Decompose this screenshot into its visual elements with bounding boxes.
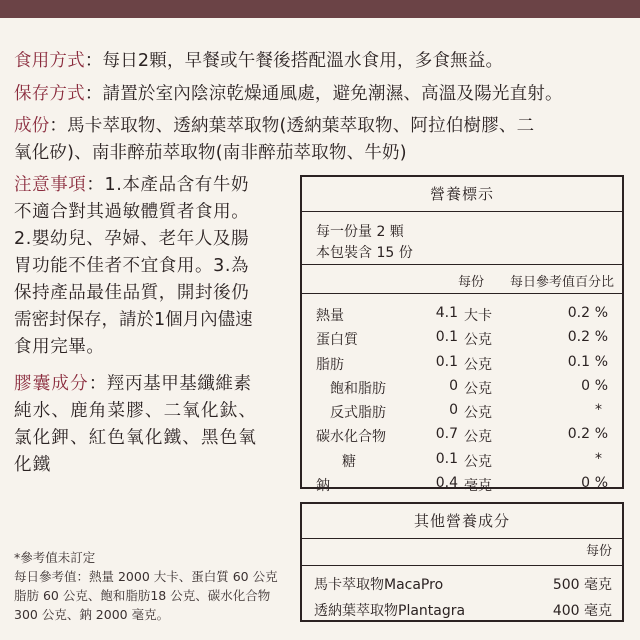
footnote-line: 脂肪 60 公克、飽和脂肪18 公克、碳水化合物 <box>14 588 271 603</box>
table-row <box>302 448 622 472</box>
table-row <box>302 375 622 399</box>
capsule-line: 純水、鹿角菜膠、二氧化鈦、 <box>14 401 258 421</box>
nutrition-rows <box>302 294 622 496</box>
other-nutrients-title: 其他營養成分 <box>302 504 622 539</box>
nutrient-unit: 公克 <box>464 429 492 446</box>
ingredients-text-2: 氧化矽)、南非醉茄萃取物(南非醉茄萃取物、牛奶) <box>14 143 407 163</box>
nutrition-table <box>300 175 624 495</box>
nutrient-pct: % <box>594 377 608 394</box>
capsule-line: ：羥丙基甲基纖維素 <box>88 374 252 394</box>
capsule-block <box>14 371 298 479</box>
nutrient-pct: % <box>594 305 608 321</box>
servings-per-package: 本包裝含 15 份 <box>316 245 413 261</box>
nutrient-dv: 0 <box>581 377 590 394</box>
nutrient-value: 4.1 <box>435 305 458 321</box>
table-row <box>302 596 622 622</box>
table-row <box>302 326 622 350</box>
table-row <box>302 399 622 423</box>
nutrient-value: 0.1 <box>435 329 458 346</box>
storage-label: 保存方式 <box>14 84 85 104</box>
notes-line: 不適合對其過敏體質者食用。 <box>14 202 250 222</box>
nutrient-value: 0.1 <box>435 450 458 467</box>
other-nutrients-table <box>300 502 624 622</box>
nutrient-pct: * <box>595 450 602 467</box>
notes-label: 注意事項 <box>14 175 87 195</box>
notes-block <box>14 172 298 361</box>
storage-text: ：請置於室內陰涼乾燥通風處，避免潮濕、高溫及陽光直射。 <box>84 84 563 104</box>
other-nutrient-name: 馬卡萃取物MacaPro <box>314 577 444 593</box>
nutrient-unit: 公克 <box>464 356 492 373</box>
nutrient-unit: 毫克 <box>464 478 492 495</box>
table-row <box>302 570 622 596</box>
ingredients-line-1 <box>14 113 534 140</box>
serving-size: 每一份量 2 顆 <box>316 224 404 240</box>
col-daily-value: 每日參考值百分比 <box>509 275 614 290</box>
nutrient-unit: 公克 <box>464 332 492 349</box>
footnote-line: 每日參考值：熱量 2000 大卡、蛋白質 60 公克 <box>14 569 278 584</box>
ingredients-line-2 <box>14 140 407 167</box>
table-row <box>302 351 622 375</box>
nutrient-dv: 0.1 <box>567 353 590 370</box>
nutrient-pct: % <box>594 426 608 443</box>
storage-line <box>14 81 563 108</box>
table-row <box>302 423 622 447</box>
nutrient-name: 脂肪 <box>316 356 344 373</box>
notes-line: 保持產品最佳品質，開封後仍 <box>14 283 250 303</box>
footnote-line: *參考值未訂定 <box>14 550 96 565</box>
nutrient-name: 飽和脂肪 <box>330 380 386 397</box>
nutrient-unit: 公克 <box>464 380 492 397</box>
nutrient-pct: * <box>595 402 602 419</box>
usage-label: 食用方式 <box>14 51 85 71</box>
ingredients-label: 成份 <box>14 116 50 136</box>
nutrient-unit: 公克 <box>464 453 492 470</box>
nutrient-unit: 大卡 <box>464 308 492 324</box>
capsule-line: 氯化鉀、紅色氧化鐵、黑色氧 <box>14 428 258 448</box>
nutrient-dv: 0.2 <box>567 426 590 443</box>
col-per-serving: 每份 <box>457 275 484 290</box>
notes-line: 胃功能不佳者不宜食用。3.為 <box>14 256 250 276</box>
nutrient-value: 0.7 <box>435 426 458 443</box>
notes-line: 需密封保存，請於1個月內儘速 <box>14 310 253 330</box>
nutrient-value: 0 <box>449 402 458 419</box>
nutrient-pct: % <box>594 329 608 346</box>
nutrient-pct: % <box>594 353 608 370</box>
capsule-label: 膠囊成分 <box>14 374 89 394</box>
footnote <box>14 548 278 624</box>
table-row <box>302 302 622 326</box>
other-nutrient-value: 500 毫克 <box>552 577 612 593</box>
nutrient-pct: % <box>594 475 608 492</box>
other-nutrient-value: 400 毫克 <box>552 603 612 619</box>
nutrient-name: 糖 <box>342 453 356 470</box>
other-col-per-serving: 每份 <box>302 539 622 566</box>
ingredients-text-1: ：馬卡萃取物、透納葉萃取物(透納葉萃取物、阿拉伯樹膠、二 <box>49 116 535 136</box>
other-nutrient-name: 透納葉萃取物Plantagra <box>314 603 466 619</box>
nutrition-title: 營養標示 <box>302 177 622 212</box>
nutrient-value: 0.1 <box>435 353 458 370</box>
notes-line: ：1.本產品含有牛奶 <box>86 175 250 195</box>
usage-line <box>14 48 503 75</box>
nutrient-dv: 0.2 <box>567 329 590 346</box>
capsule-line: 化鐵 <box>14 455 52 475</box>
table-row <box>302 472 622 496</box>
serving-info <box>302 212 622 265</box>
nutrient-value: 0 <box>449 377 458 394</box>
notes-line: 食用完畢。 <box>14 337 105 357</box>
usage-text: ：每日2顆，早餐或午餐後搭配溫水食用，多食無益。 <box>84 51 504 71</box>
nutrient-value: 0.4 <box>435 475 458 492</box>
nutrient-name: 反式脂肪 <box>330 405 386 422</box>
notes-line: 2.嬰幼兒、孕婦、老年人及腸 <box>14 229 250 249</box>
nutrient-name: 熱量 <box>316 308 344 324</box>
nutrient-name: 鈉 <box>316 478 330 495</box>
nutrition-column-headers <box>302 265 622 294</box>
top-color-bar <box>0 0 640 18</box>
nutrient-dv: 0 <box>581 475 590 492</box>
nutrient-name: 蛋白質 <box>316 332 358 349</box>
nutrient-dv: 0.2 <box>567 305 590 321</box>
footnote-line: 300 公克、鈉 2000 毫克。 <box>14 607 170 622</box>
nutrient-unit: 公克 <box>464 405 492 422</box>
nutrient-name: 碳水化合物 <box>316 429 386 446</box>
